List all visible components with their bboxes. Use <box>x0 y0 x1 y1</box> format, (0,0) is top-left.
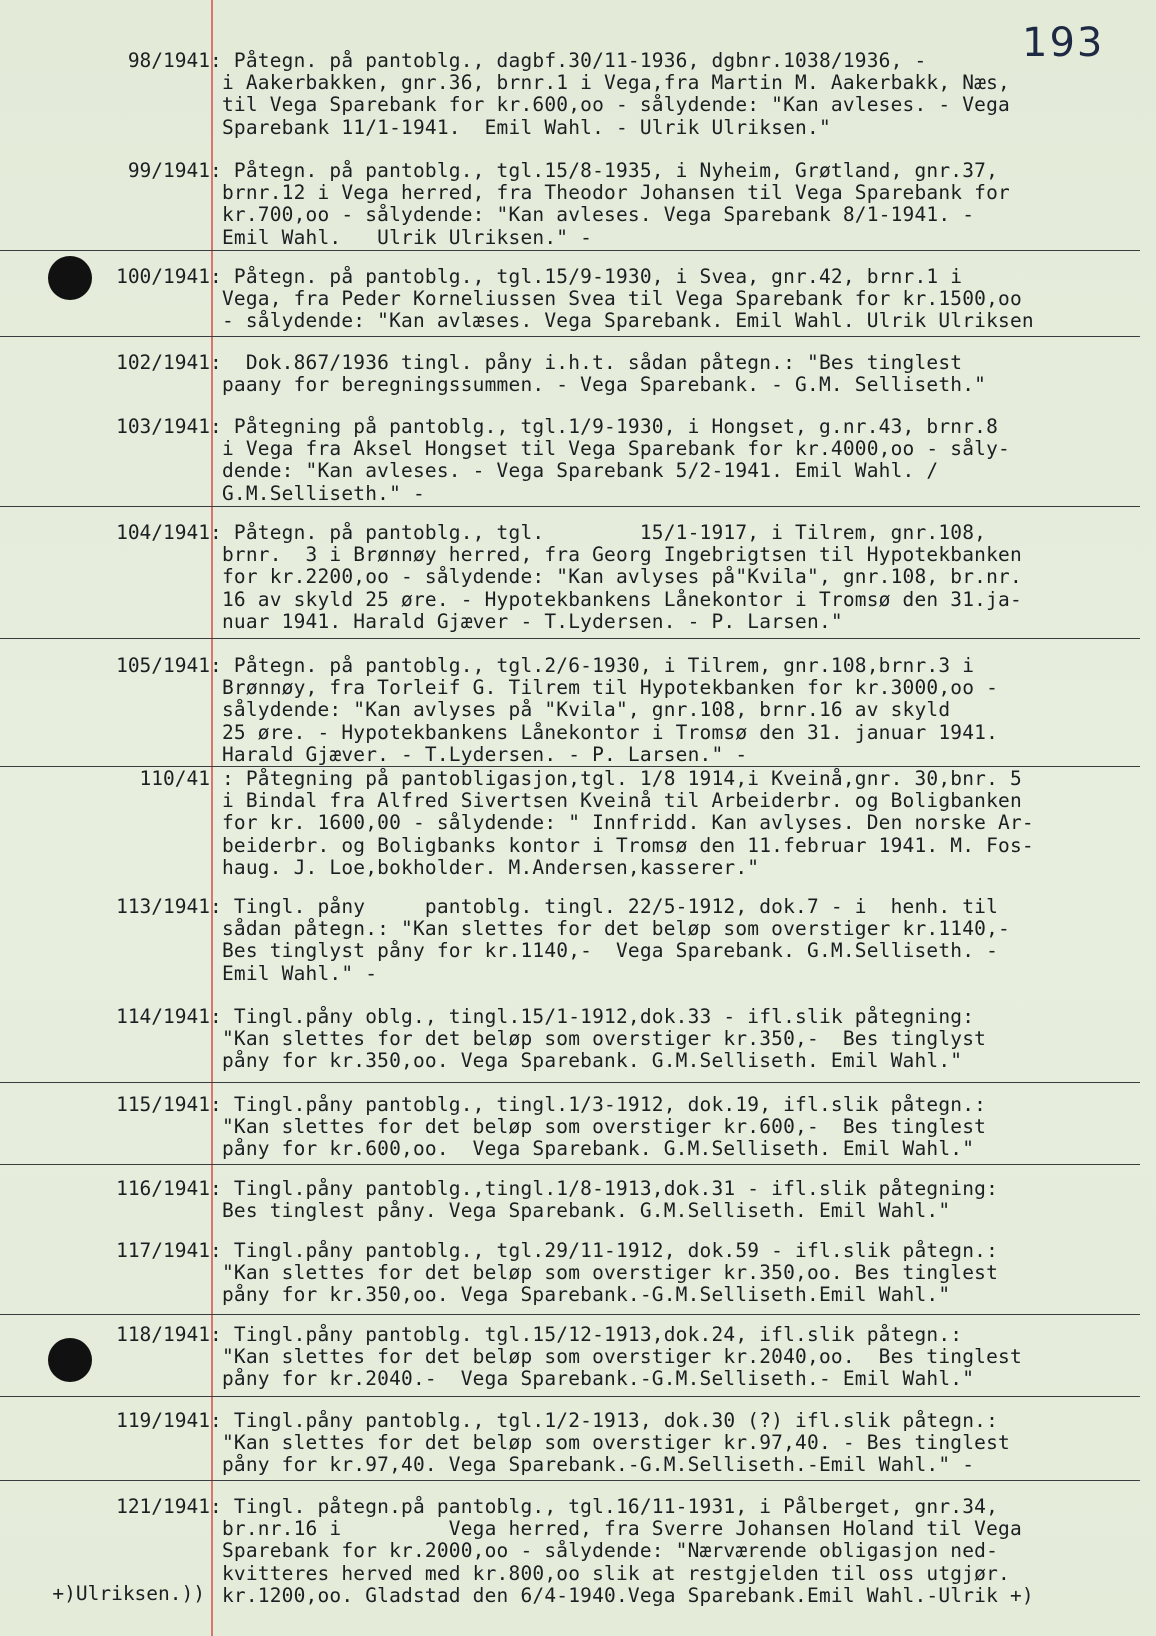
entry-reference: 121/1941 <box>116 1495 210 1518</box>
entry-text-line: paany for beregningssummen. - Vega Sparebank. - G.M. Selliseth." <box>210 373 987 397</box>
entry-reference: 114/1941 <box>116 1005 210 1028</box>
entry-text-line: haug. J. Loe,bokholder. M.Andersen,kasserer." <box>210 855 760 879</box>
entry-text-line: : Tingl.påny pantoblg., tgl.1/2-1913, dok.30 (?) ifl.slik påtegn.: <box>210 1409 999 1432</box>
entry-text-line: : Tingl.påny pantoblg., tgl.29/11-1912, dok.59 - ifl.slik påtegn.: <box>210 1239 999 1262</box>
entry-text-line: sådan påtegn.: "Kan slettes for det beløp som overstiger kr.1140,- <box>210 917 1010 941</box>
entry-reference: 116/1941 <box>116 1177 210 1200</box>
entry-reference: 119/1941 <box>116 1409 210 1432</box>
entry-text-line: sålydende: "Kan avlyses på "Kvila", gnr.108, brnr.16 av skyld <box>210 698 951 722</box>
separator-rule <box>0 336 1140 337</box>
entry-text-line: 25 øre. - Hypotekbankens Lånekontor i Tromsø den 31. januar 1941. <box>210 720 999 744</box>
entry-text-line: : Påtegning på pantoblg., tgl.1/9-1930, i Hongset, g.nr.43, brnr.8 <box>210 415 999 438</box>
entry-reference: 105/1941 <box>116 654 210 677</box>
separator-rule <box>0 1314 1140 1315</box>
entry-reference: 100/1941 <box>116 265 210 288</box>
entry-text-line: i Aakerbakken, gnr.36, brnr.1 i Vega,fra Martin M. Aakerbakk, Næs, <box>210 71 1010 95</box>
entry-text-line: til Vega Sparebank for kr.600,oo - sålydende: "Kan avleses. - Vega <box>210 93 1010 117</box>
separator-rule <box>0 1164 1140 1165</box>
entry-text-line: kr.1200,oo. Gladstad den 6/4-1940.Vega Sparebank.Emil Wahl.-Ulrik +) <box>210 1583 1034 1607</box>
entry-text-line: "Kan slettes for det beløp som overstiger kr.350,oo. Bes tinglest <box>210 1261 999 1285</box>
entry-reference: 110/41 <box>139 767 210 790</box>
entry-text-line: kvitteres herved med kr.800,oo slik at restgjelden til oss utgjør. <box>210 1561 1010 1585</box>
entry-reference: 113/1941 <box>116 895 210 918</box>
entry-reference: 115/1941 <box>116 1093 210 1116</box>
entry-text-line: for kr.2200,oo - sålydende: "Kan avlyses på"Kvila", gnr.108, br.nr. <box>210 565 1022 589</box>
entry-text-line: : Dok.867/1936 tingl. påny i.h.t. sådan påtegn.: "Bes tinglest <box>210 351 963 374</box>
entry-text-line: Emil Wahl." - <box>210 961 378 985</box>
entry-reference: 102/1941 <box>116 351 210 374</box>
entry-text-line: påny for kr.600,oo. Vega Sparebank. G.M.Selliseth. Emil Wahl." <box>210 1137 975 1161</box>
entry-text-line: påny for kr.350,oo. Vega Sparebank. G.M.Selliseth. Emil Wahl." <box>210 1049 963 1073</box>
entry-reference: 118/1941 <box>116 1323 210 1346</box>
separator-rule <box>0 250 1140 251</box>
entry-text-line: : Påtegn. på pantoblg., tgl.15/9-1930, i Svea, gnr.42, brnr.1 i <box>210 265 963 288</box>
entry-text-line: : Tingl.påny pantoblg., tingl.1/3-1912, dok.19, ifl.slik påtegn.: <box>210 1093 987 1116</box>
entry-reference: 104/1941 <box>116 521 210 544</box>
entry-text-line: Sparebank 11/1-1941. Emil Wahl. - Ulrik Ulriksen." <box>210 115 831 139</box>
entry-text-line: Emil Wahl. Ulrik Ulriksen." - <box>210 225 593 249</box>
separator-rule <box>0 1480 1140 1481</box>
entry-text-line: : Påtegn. på pantoblg., tgl. 15/1-1917, i Tilrem, gnr.108, <box>210 521 987 544</box>
separator-rule <box>0 1082 1140 1083</box>
separator-rule <box>0 638 1140 639</box>
entry-text-line: "Kan slettes for det beløp som overstiger kr.350,- Bes tinglyst <box>210 1027 987 1051</box>
entry-text-line: Vega, fra Peder Korneliussen Svea til Vega Sparebank for kr.1500,oo <box>210 287 1022 311</box>
page-number: 193 <box>1022 20 1105 66</box>
entry-text-line: Sparebank for kr.2000,oo - sålydende: "Nærværende obligasjon ned- <box>210 1539 999 1563</box>
entry-text-line: Harald Gjæver. - T.Lydersen. - P. Larsen." - <box>210 742 748 766</box>
entry-text-line: påny for kr.97,40. Vega Sparebank.-G.M.Selliseth.-Emil Wahl." - <box>210 1453 975 1477</box>
entry-text-line: : Påtegning på pantobligasjon,tgl. 1/8 1914,i Kveinå,gnr. 30,bnr. 5 <box>210 767 1022 790</box>
entry-text-line: i Bindal fra Alfred Sivertsen Kveinå til Arbeiderbr. og Boligbanken <box>210 789 1022 813</box>
entry-text-line: : Påtegn. på pantoblg., dagbf.30/11-1936, dgbnr.1038/1936, - <box>210 49 927 72</box>
entry-text-line: Bes tinglest påny. Vega Sparebank. G.M.Selliseth. Emil Wahl." <box>210 1199 951 1223</box>
entry-text-line: beiderbr. og Boligbanks kontor i Tromsø den 11.februar 1941. M. Fos- <box>210 833 1034 857</box>
entry-text-line: : Påtegn. på pantoblg., tgl.2/6-1930, i Tilrem, gnr.108,brnr.3 i <box>210 654 975 677</box>
entry-text-line: G.M.Selliseth." - <box>210 481 425 505</box>
margin-footnote: +)Ulriksen.)) <box>52 1582 205 1605</box>
entry-reference: 117/1941 <box>116 1239 210 1262</box>
entry-text-line: påny for kr.2040.- Vega Sparebank.-G.M.Selliseth.- Emil Wahl." <box>210 1367 975 1391</box>
entry-text-line: kr.700,oo - sålydende: "Kan avleses. Vega Sparebank 8/1-1941. - <box>210 203 975 227</box>
entry-text-line: : Tingl. påny pantoblg. tingl. 22/5-1912, dok.7 - i henh. til <box>210 895 999 918</box>
entry-text-line: for kr. 1600,00 - sålydende: " Innfridd. Kan avlyses. Den norske Ar- <box>210 811 1034 835</box>
entry-text-line: - sålydende: "Kan avlæses. Vega Sparebank. Emil Wahl. Ulrik Ulriksen <box>210 309 1034 333</box>
entry-text-line: i Vega fra Aksel Hongset til Vega Sparebank for kr.4000,oo - såly- <box>210 437 1010 461</box>
entry-text-line: "Kan slettes for det beløp som overstiger kr.97,40. - Bes tinglest <box>210 1431 1010 1455</box>
entry-text-line: nuar 1941. Harald Gjæver - T.Lydersen. - P. Larsen." <box>210 609 843 633</box>
entry-text-line: : Tingl.påny pantoblg.,tingl.1/8-1913,dok.31 - ifl.slik påtegning: <box>210 1177 999 1200</box>
entry-text-line: "Kan slettes for det beløp som overstiger kr.600,- Bes tinglest <box>210 1115 987 1139</box>
entry-text-line: Bes tinglyst påny for kr.1140,- Vega Sparebank. G.M.Selliseth. - <box>210 939 999 963</box>
entry-reference: 99/1941 <box>127 159 210 182</box>
entry-text-line: : Tingl. påtegn.på pantoblg., tgl.16/11-1931, i Pålberget, gnr.34, <box>210 1495 999 1518</box>
entry-text-line: Brønnøy, fra Torleif G. Tilrem til Hypotekbanken for kr.3000,oo - <box>210 676 999 700</box>
entry-text-line: : Tingl.påny pantoblg. tgl.15/12-1913,dok.24, ifl.slik påtegn.: <box>210 1323 963 1346</box>
entry-text-line: 16 av skyld 25 øre. - Hypotekbankens Lånekontor i Tromsø den 31.ja- <box>210 587 1022 611</box>
entry-text-line: påny for kr.350,oo. Vega Sparebank.-G.M.Selliseth.Emil Wahl." <box>210 1283 951 1307</box>
entry-text-line: br.nr.16 i Vega herred, fra Sverre Johansen Holand til Vega <box>210 1517 1022 1541</box>
entry-text-line: : Påtegn. på pantoblg., tgl.15/8-1935, i Nyheim, Grøtland, gnr.37, <box>210 159 999 182</box>
entry-reference: 98/1941 <box>127 49 210 72</box>
entry-text-line: brnr. 3 i Brønnøy herred, fra Georg Ingebrigtsen til Hypotekbanken <box>210 543 1022 567</box>
entry-text-line: : Tingl.påny oblg., tingl.15/1-1912,dok.33 - ifl.slik påtegning: <box>210 1005 975 1028</box>
separator-rule <box>0 1396 1140 1397</box>
entry-text-line: dende: "Kan avleses. - Vega Sparebank 5/2-1941. Emil Wahl. / <box>210 459 939 483</box>
entry-text-line: brnr.12 i Vega herred, fra Theodor Johansen til Vega Sparebank for <box>210 181 1010 205</box>
separator-rule <box>0 506 1140 507</box>
separator-rule <box>0 766 1140 767</box>
entry-reference: 103/1941 <box>116 415 210 438</box>
entry-text-line: "Kan slettes for det beløp som overstiger kr.2040,oo. Bes tinglest <box>210 1345 1022 1369</box>
